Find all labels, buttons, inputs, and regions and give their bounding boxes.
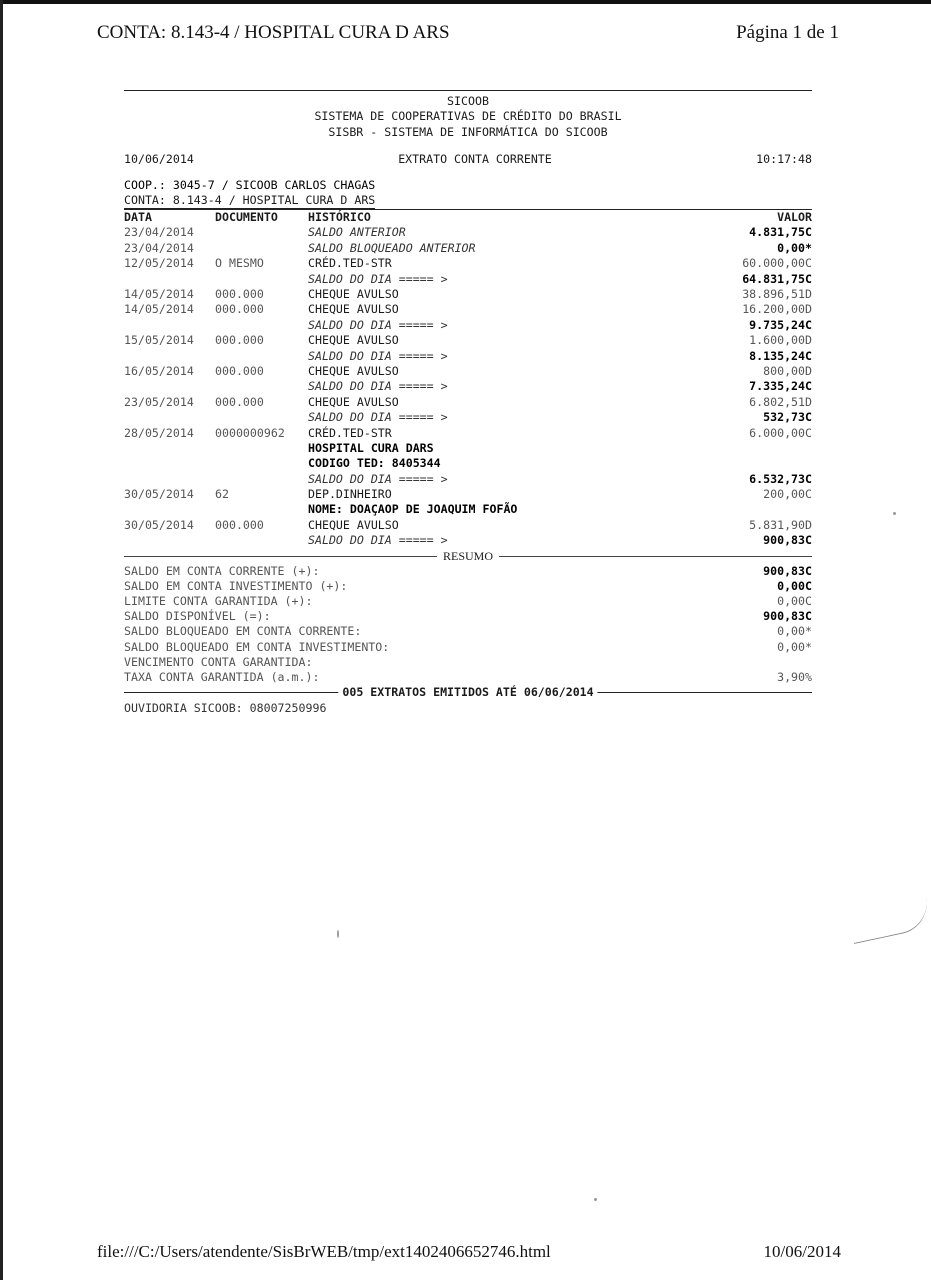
row-value: 6.532,73C [749, 471, 812, 486]
row-document: 62 [215, 487, 229, 502]
transaction-row [124, 533, 812, 548]
summary-row-value: 900,83C [763, 563, 812, 578]
row-value: 900,83C [763, 533, 812, 548]
transaction-row [124, 441, 812, 456]
row-history: NOME: DOAÇAOP DE JOAQUIM FOFÃO [308, 502, 518, 517]
row-history: CHEQUE AVULSO [308, 394, 399, 409]
row-document: 000.000 [215, 363, 264, 378]
row-document: O MESMO [215, 256, 264, 271]
account-text: CONTA: 8.143-4 / HOSPITAL CURA D ARS [124, 193, 375, 209]
transaction-row [124, 364, 812, 379]
row-date: 15/05/2014 [124, 333, 194, 348]
row-history: CHEQUE AVULSO [308, 517, 399, 532]
statement-title: EXTRATO CONTA CORRENTE [398, 152, 552, 167]
print-header-title: CONTA: 8.143-4 / HOSPITAL CURA D ARS [97, 22, 450, 43]
col-date: DATA [124, 210, 152, 225]
summary-row [124, 640, 812, 655]
scan-edge-left [0, 0, 3, 1280]
row-history: CHEQUE AVULSO [308, 302, 399, 317]
row-history: DEP.DINHEIRO [308, 487, 392, 502]
summary-row-label: SALDO BLOQUEADO EM CONTA CORRENTE: [124, 624, 362, 639]
summary-row [124, 670, 812, 685]
summary-row-label: SALDO BLOQUEADO EM CONTA INVESTIMENTO: [124, 639, 390, 654]
statement-heading [124, 152, 812, 167]
transaction-row [124, 395, 812, 410]
transaction-row [124, 487, 812, 502]
row-history: SALDO DO DIA ===== > [308, 533, 448, 548]
row-value: 9.735,24C [749, 317, 812, 332]
col-value: VALOR [777, 210, 812, 225]
coop-line: COOP.: 3045-7 / SICOOB CARLOS CHAGAS [124, 177, 376, 192]
row-value: 4.831,75C [749, 225, 812, 240]
issued-line: 005 EXTRATOS EMITIDOS ATÉ 06/06/2014 [338, 685, 597, 700]
row-value: 532,73C [763, 410, 812, 425]
summary-row-value: 0,00C [777, 578, 812, 593]
summary-row [124, 564, 812, 579]
bank-name: SICOOB [447, 94, 489, 108]
row-document: 000.000 [215, 287, 264, 301]
row-history: SALDO DO DIA ===== > [308, 348, 448, 363]
row-history: CODIGO TED: 8405344 [308, 456, 441, 471]
row-history: SALDO DO DIA ===== > [308, 410, 448, 425]
statement-document [124, 90, 812, 717]
scan-edge [0, 0, 931, 4]
row-document: 000.000 [215, 517, 264, 532]
row-value: 6.802,51D [749, 394, 812, 409]
row-date: 23/04/2014 [124, 240, 194, 255]
row-date: 12/05/2014 [124, 256, 194, 271]
row-value: 7.335,24C [749, 379, 812, 394]
summary-row [124, 594, 812, 609]
row-document: 000.000 [215, 302, 264, 317]
row-value: 5.831,90D [749, 517, 812, 532]
transaction-row [124, 256, 812, 271]
summary-row [124, 655, 812, 670]
row-history: CHEQUE AVULSO [308, 333, 399, 348]
col-history: HISTÓRICO [308, 210, 371, 225]
print-footer-path: file:///C:/Users/atendente/SisBrWEB/tmp/ext1402406652746.html [97, 1242, 551, 1261]
summary-row-value: 0,00C [777, 594, 812, 609]
transaction-row [124, 472, 812, 487]
row-history: CHEQUE AVULSO [308, 363, 399, 378]
summary-row-label: LIMITE CONTA GARANTIDA (+): [124, 594, 313, 609]
row-history: HOSPITAL CURA DARS [308, 440, 434, 455]
paper-curl-mark [848, 897, 931, 944]
transaction-row [124, 349, 812, 364]
col-document: DOCUMENTO [215, 210, 278, 225]
row-history: SALDO BLOQUEADO ANTERIOR [308, 240, 476, 255]
transaction-row [124, 318, 812, 333]
bank-line2: SISBR - SISTEMA DE INFORMÁTICA DO SICOOB [328, 124, 608, 139]
row-date: 23/04/2014 [124, 225, 194, 240]
bank-line1: SISTEMA DE COOPERATIVAS DE CRÉDITO DO BRASIL [314, 109, 622, 124]
summary-row [124, 579, 812, 594]
summary-list [124, 564, 812, 686]
transaction-row [124, 379, 812, 394]
row-history: CHEQUE AVULSO [308, 287, 399, 301]
row-history: SALDO DO DIA ===== > [308, 271, 448, 286]
summary-row [124, 624, 812, 639]
row-value: 60.000,00C [742, 256, 812, 271]
column-headers [124, 209, 812, 225]
summary-row-value: 3,90% [777, 669, 812, 684]
summary-row-value: 0,00* [777, 639, 812, 654]
summary-row-label: SALDO DISPONÍVEL (=): [124, 609, 271, 624]
transaction-row [124, 287, 812, 302]
row-history: CRÉD.TED-STR [308, 425, 392, 440]
row-history: SALDO DO DIA ===== > [308, 379, 448, 394]
row-value: 38.896,51D [742, 287, 812, 301]
transaction-row [124, 272, 812, 287]
summary-row-label: VENCIMENTO CONTA GARANTIDA: [124, 654, 313, 669]
row-value: 64.831,75C [742, 271, 812, 286]
row-value: 0,00* [777, 240, 812, 255]
scan-speck [893, 512, 896, 515]
row-date: 23/05/2014 [124, 394, 194, 409]
row-value: 6.000,00C [749, 425, 812, 440]
transaction-row [124, 518, 812, 533]
transaction-row [124, 302, 812, 317]
transaction-row [124, 456, 812, 471]
row-history: SALDO DO DIA ===== > [308, 471, 448, 486]
print-footer-date: 10/06/2014 [763, 1242, 841, 1261]
summary-row-value: 900,83C [763, 609, 812, 624]
row-value: 800,00D [763, 363, 812, 378]
scan-speck [594, 1198, 597, 1201]
ombudsman-line: OUVIDORIA SICOOB: 08007250996 [124, 701, 327, 716]
transaction-row [124, 502, 812, 517]
row-date: 30/05/2014 [124, 517, 194, 532]
transactions-list [124, 225, 812, 548]
row-document: 000.000 [215, 394, 264, 409]
row-value: 8.135,24C [749, 348, 812, 363]
transaction-row [124, 410, 812, 425]
print-header-page: Página 1 de 1 [736, 22, 839, 43]
row-date: 30/05/2014 [124, 487, 194, 502]
summary-row-label: SALDO EM CONTA INVESTIMENTO (+): [124, 578, 348, 593]
row-value: 200,00C [763, 487, 812, 502]
summary-row-label: SALDO EM CONTA CORRENTE (+): [124, 563, 320, 578]
account-line [124, 193, 812, 209]
top-rule [124, 90, 812, 91]
transaction-row [124, 333, 812, 348]
summary-row-value: 0,00* [777, 624, 812, 639]
summary-row-label: TAXA CONTA GARANTIDA (a.m.): [124, 669, 320, 684]
row-date: 14/05/2014 [124, 302, 194, 317]
summary-divider [124, 549, 812, 564]
issued-divider [124, 685, 812, 700]
row-value: 1.600,00D [749, 333, 812, 348]
transaction-row [124, 426, 812, 441]
scan-speck [337, 930, 339, 938]
transaction-row [124, 241, 812, 256]
row-value: 16.200,00D [742, 302, 812, 317]
transaction-row [124, 225, 812, 240]
row-date: 16/05/2014 [124, 363, 194, 378]
row-date: 14/05/2014 [124, 287, 194, 301]
row-history: SALDO ANTERIOR [308, 225, 406, 240]
row-date: 28/05/2014 [124, 425, 194, 440]
row-document: 000.000 [215, 333, 264, 348]
summary-row [124, 609, 812, 624]
row-document: 0000000962 [215, 425, 285, 440]
row-history: CRÉD.TED-STR [308, 256, 392, 271]
row-history: SALDO DO DIA ===== > [308, 317, 448, 332]
summary-label: RESUMO [437, 549, 499, 564]
statement-time: 10:17:48 [756, 152, 812, 167]
statement-date: 10/06/2014 [124, 152, 194, 167]
